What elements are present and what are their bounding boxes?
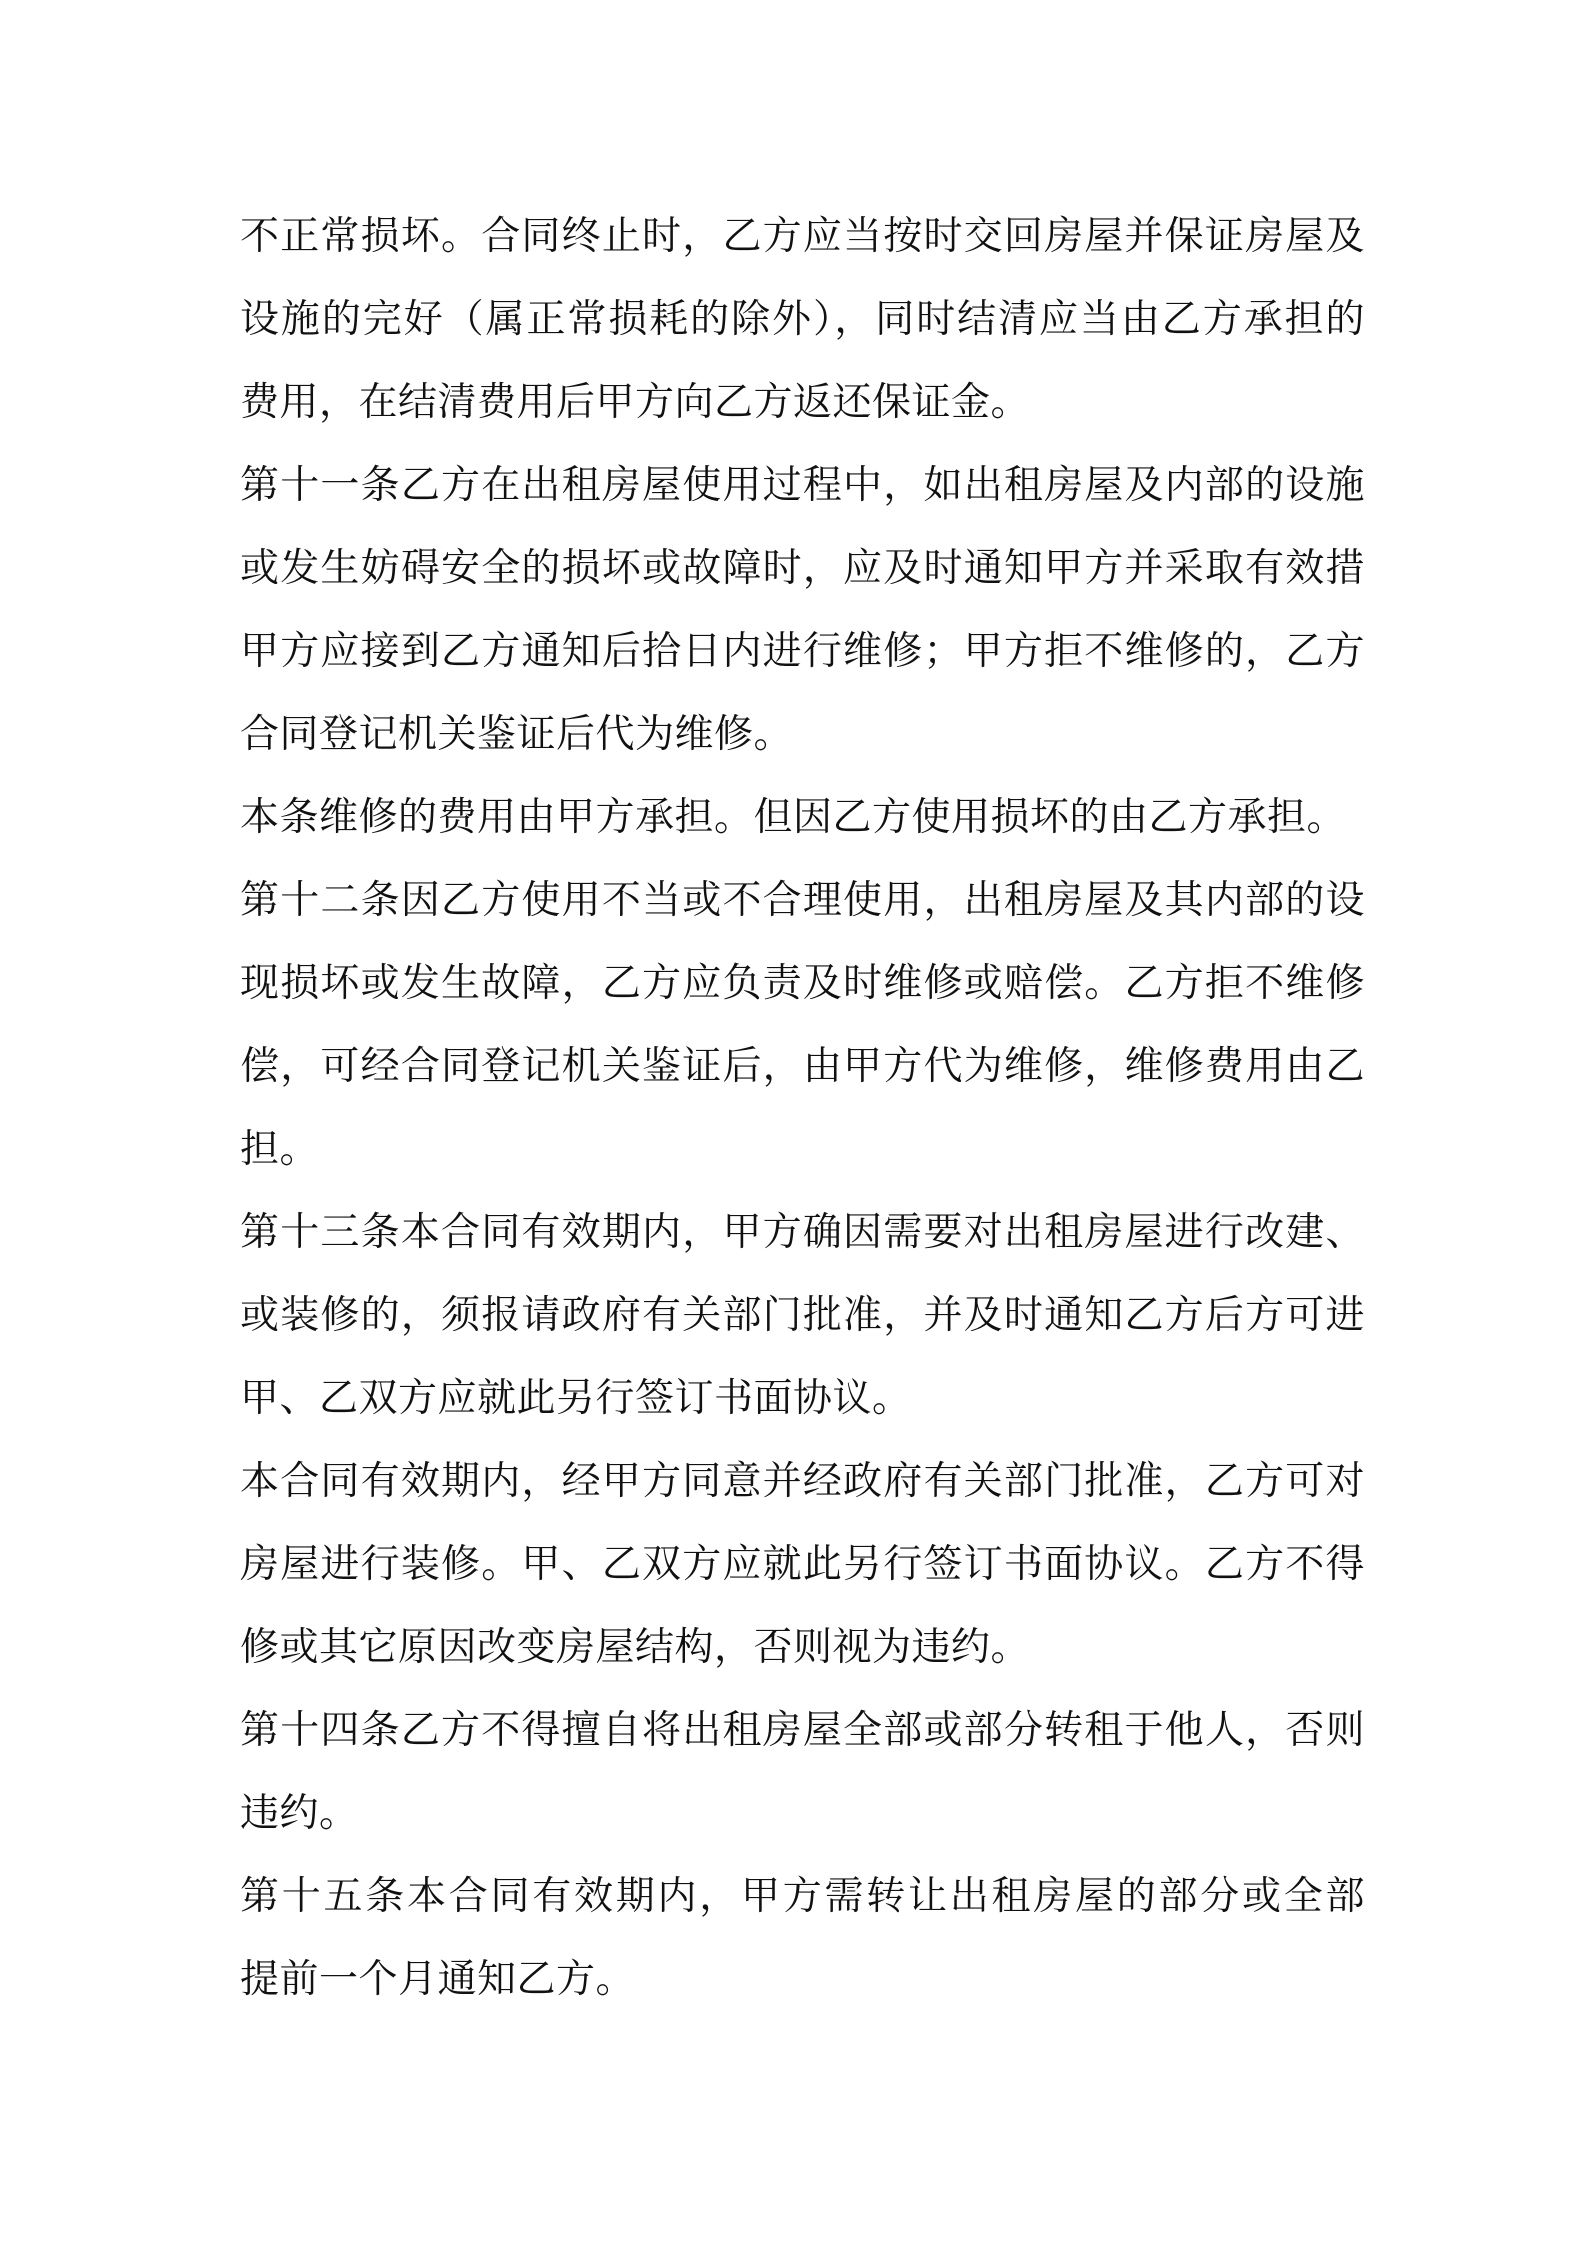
text-line: 不正常损坏。合同终止时，乙方应当按时交回房屋并保证房屋及 (240, 214, 1365, 259)
paragraph-decoration (240, 1440, 1365, 1689)
text-line: 或发生妨碍安全的损坏或故障时，应及时通知甲方并采取有效措 (240, 546, 1365, 591)
text-line: 提前一个月通知乙方。 (240, 1957, 636, 2002)
text-line: 担。 (240, 1127, 320, 1172)
text-line: 本合同有效期内，经甲方同意并经政府有关部门批准，乙方可对 (240, 1459, 1365, 1504)
paragraph-1 (240, 195, 1365, 444)
text-line: 修或其它原因改变房屋结构，否则视为违约。 (240, 1625, 1031, 1670)
text-line: 偿，可经合同登记机关鉴证后，由甲方代为维修，维修费用由乙 (240, 1044, 1365, 1089)
text-line: 第十五条本合同有效期内，甲方需转让出租房屋的部分或全部 (240, 1874, 1365, 1919)
text-line: 费用，在结清费用后甲方向乙方返还保证金。 (240, 380, 1031, 425)
text-line: 或装修的，须报请政府有关部门批准，并及时通知乙方后方可进 (240, 1293, 1365, 1338)
document-body (240, 195, 1365, 2021)
paragraph-article-15 (240, 1855, 1365, 2021)
text-line: 第十二条因乙方使用不当或不合理使用，出租房屋及其内部的设 (240, 878, 1365, 923)
paragraph-article-11 (240, 444, 1365, 776)
text-line: 设施的完好（属正常损耗的除外），同时结清应当由乙方承担的 (240, 297, 1365, 342)
paragraph-repair-cost (240, 776, 1365, 859)
text-line: 违约。 (240, 1791, 359, 1836)
text-line: 第十一条乙方在出租房屋使用过程中，如出租房屋及内部的设施 (240, 463, 1365, 508)
text-line: 第十三条本合同有效期内，甲方确因需要对出租房屋进行改建、 (240, 1210, 1365, 1255)
text-line: 合同登记机关鉴证后代为维修。 (240, 712, 794, 757)
text-line: 现损坏或发生故障，乙方应负责及时维修或赔偿。乙方拒不维修 (240, 961, 1365, 1006)
text-line: 房屋进行装修。甲、乙双方应就此另行签订书面协议。乙方不得 (240, 1542, 1365, 1587)
paragraph-article-12 (240, 859, 1365, 1191)
paragraph-article-13 (240, 1191, 1365, 1440)
text-line: 甲、乙双方应就此另行签订书面协议。 (240, 1376, 912, 1421)
paragraph-article-14 (240, 1689, 1365, 1855)
text-line: 本条维修的费用由甲方承担。但因乙方使用损坏的由乙方承担。 (240, 795, 1347, 840)
text-line: 甲方应接到乙方通知后拾日内进行维修；甲方拒不维修的，乙方 (240, 629, 1365, 674)
text-line: 第十四条乙方不得擅自将出租房屋全部或部分转租于他人，否则 (240, 1708, 1365, 1753)
